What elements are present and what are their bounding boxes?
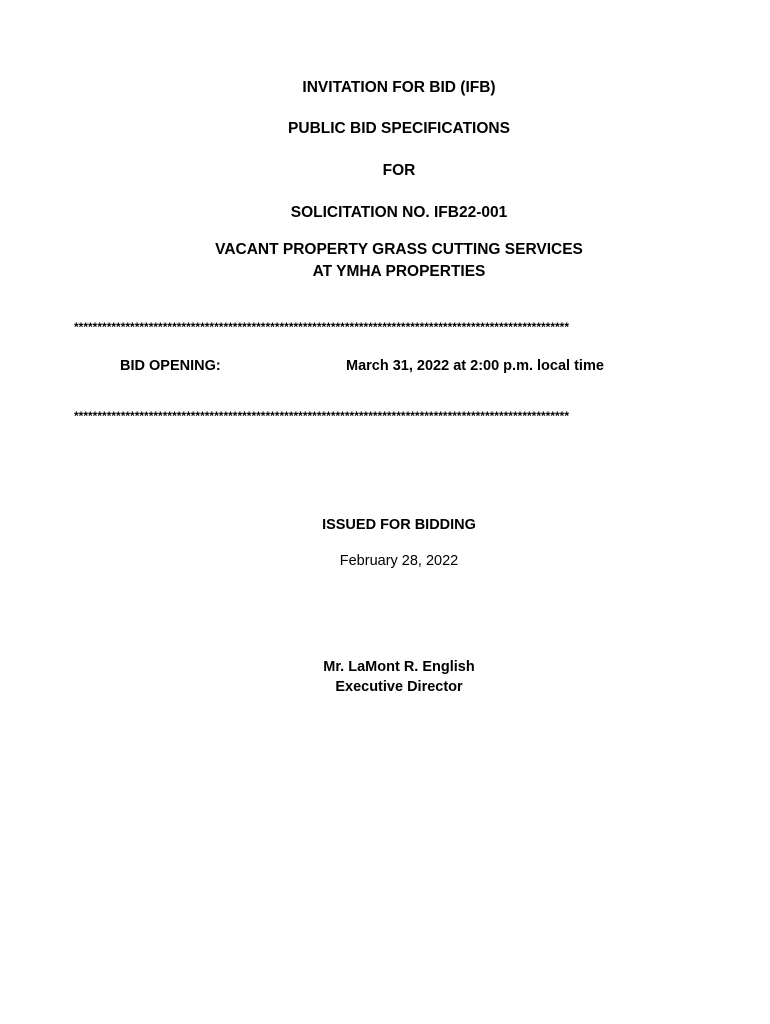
bid-opening-row — [0, 355, 770, 377]
bid-opening-value: March 31, 2022 at 2:00 p.m. local time — [346, 358, 604, 374]
signatory-title: Executive Director — [335, 679, 463, 695]
solicitation-number: SOLICITATION NO. IFB22-001 — [290, 204, 508, 221]
project-title-line1: VACANT PROPERTY GRASS CUTTING SERVICES — [215, 241, 583, 258]
doc-heading-ifb: INVITATION FOR BID (IFB) — [302, 79, 496, 96]
project-title — [0, 239, 770, 283]
project-title-line2: AT YMHA PROPERTIES — [312, 263, 486, 280]
separator-bottom: ********************************************************************************************************** — [74, 409, 570, 423]
doc-heading-specifications: PUBLIC BID SPECIFICATIONS — [288, 120, 510, 137]
doc-heading-for: FOR — [382, 162, 416, 179]
bid-opening-label: BID OPENING: — [120, 358, 221, 374]
separator-top: ********************************************************************************************************** — [74, 320, 570, 334]
issued-for-bidding-label: ISSUED FOR BIDDING — [322, 517, 476, 533]
issued-date: February 28, 2022 — [339, 553, 459, 569]
signatory-name: Mr. LaMont R. English — [323, 659, 475, 675]
